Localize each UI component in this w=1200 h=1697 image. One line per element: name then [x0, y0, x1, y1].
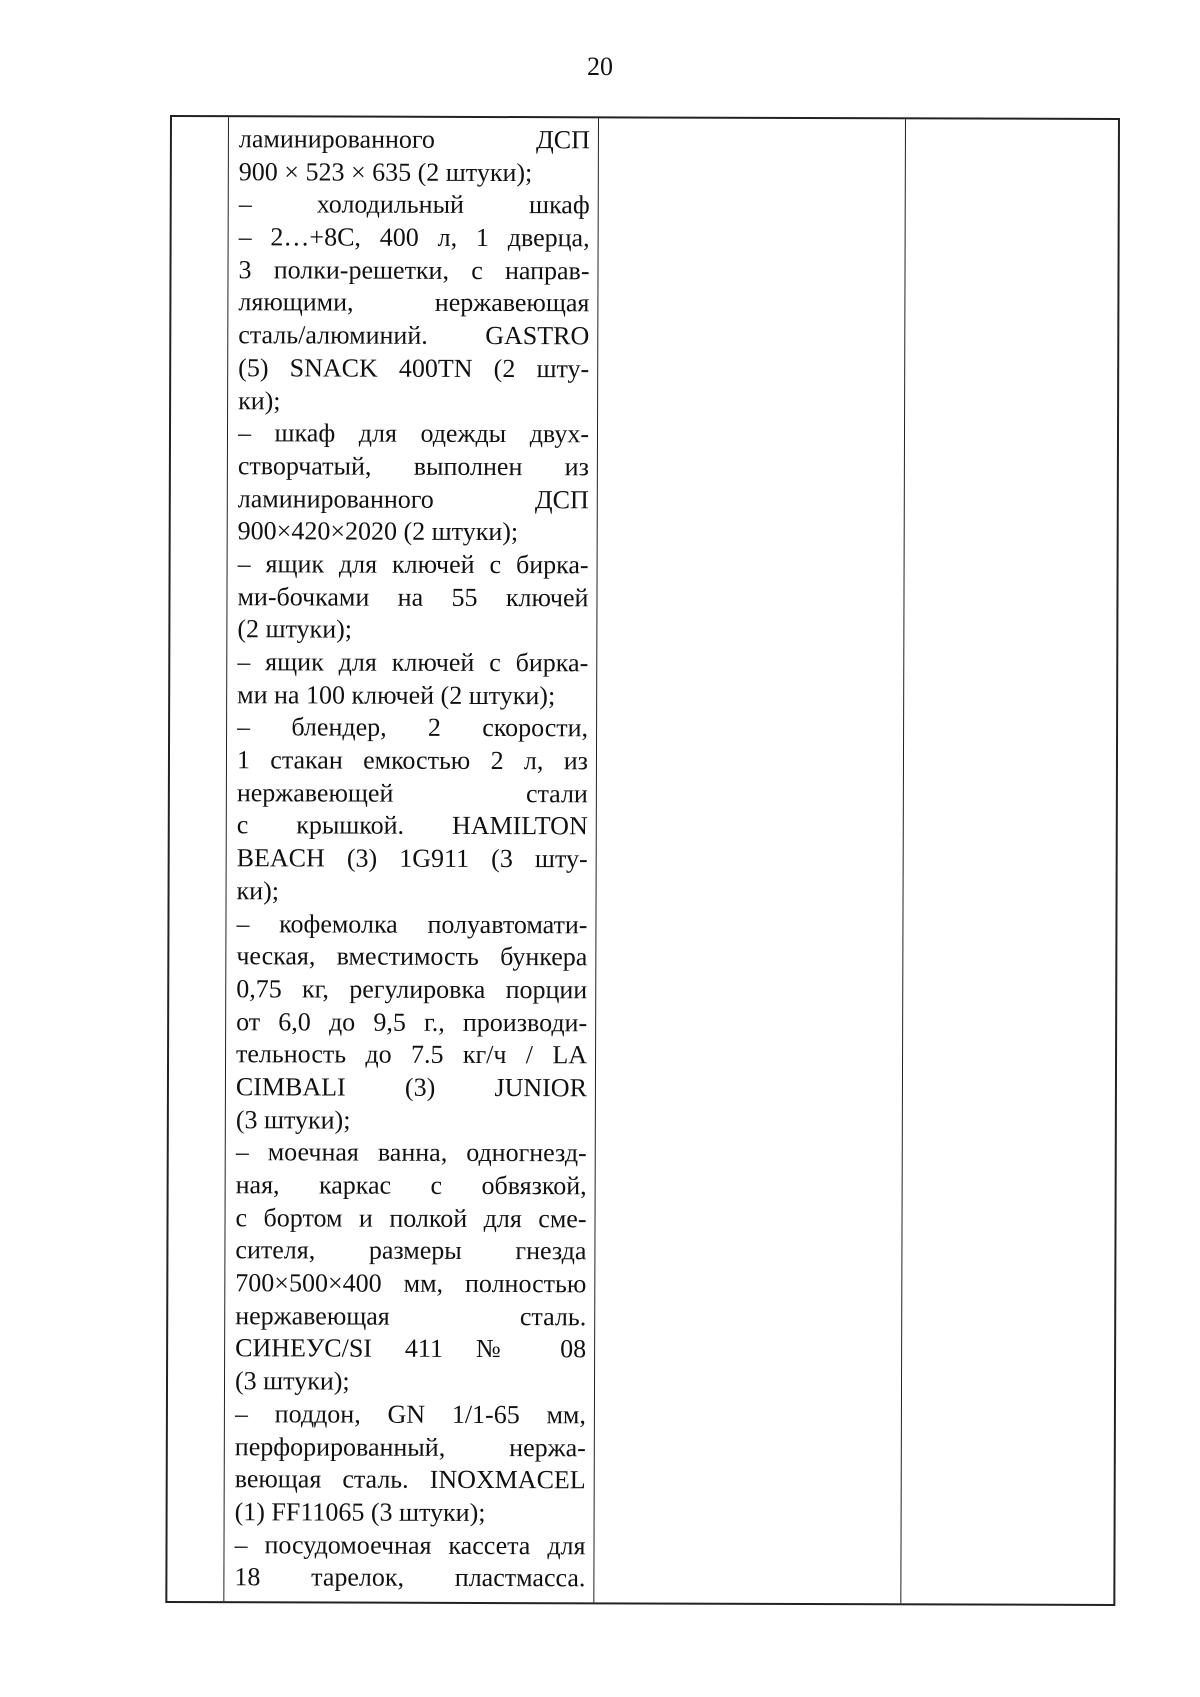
description-line: – блендер, 2 скорости, [237, 712, 589, 743]
table-column-3 [594, 118, 906, 1603]
description-line: 3 полки-решетки, с направ- [238, 254, 590, 286]
description-line: – посудомоечная кассета для [234, 1529, 586, 1560]
description-line: – шкаф для одежды двух- [237, 418, 590, 449]
description-line: BEACH (3) 1G911 (3 шту- [236, 843, 588, 874]
description-line: створчатый, выполнен из [237, 451, 589, 482]
description-line: 1 стакан емкостью 2 л, из [236, 745, 589, 776]
table-column-4 [901, 119, 1120, 1604]
description-line: тельность до 7.5 кг/ч / LA [236, 1039, 588, 1070]
description-line: (5) SNACK 400TN (2 шту- [238, 353, 590, 384]
description-line: CIMBALI (3) JUNIOR [235, 1072, 587, 1103]
description-line: сталь/алюминий. GASTRO [238, 320, 590, 351]
description-line: ческая, вместимость бункера [236, 941, 588, 972]
description-line: 900 × 523 × 635 (2 штуки); [238, 156, 533, 187]
page-number: 20 [587, 52, 613, 81]
description-line: – кофемолка полуавтомати- [236, 908, 588, 939]
table-column-number [167, 117, 229, 1601]
description-line: – 2…+8С, 400 л, 1 дверца, [238, 222, 590, 253]
description-line: от 6,0 до 9,5 г., производи- [236, 1006, 588, 1037]
description-line: СИНЕУС/SI 411 № 08 [235, 1333, 587, 1364]
description-line: 0,75 кг, регулировка порции [236, 974, 588, 1005]
table-column-description [224, 117, 599, 1602]
description-line: – поддон, GN 1/1-65 мм, [234, 1399, 586, 1430]
description-line: веющая сталь. INOXMACEL [234, 1464, 586, 1495]
description-line: – ящик для ключей с бирка- [237, 549, 589, 580]
description-line: нержавеющей стали [236, 777, 588, 809]
description-line: (3 штуки); [235, 1104, 351, 1135]
description-line: ламинированного ДСП [237, 483, 589, 514]
description-line: перфорированный, нержа- [234, 1431, 586, 1462]
description-line: – моечная ванна, одногнезд- [235, 1137, 587, 1168]
description-line: ми-бочками на 55 ключей [237, 581, 589, 612]
description-line: с крышкой. HAMILTON [236, 810, 588, 841]
description-line: ная, каркас с обвязкой, [235, 1170, 587, 1201]
description-line: ми на 100 ключей (2 штуки); [237, 679, 556, 710]
description-line: – холодильный шкаф [238, 189, 590, 220]
description-line: с бортом и полкой для сме- [235, 1202, 587, 1234]
description-line: (2 штуки); [237, 614, 353, 644]
description-line: 900×420×2020 (2 штуки); [237, 516, 519, 547]
description-line: (1) FF11065 (3 штуки); [234, 1497, 486, 1527]
description-line: ламинированного ДСП [238, 124, 590, 155]
description-line: ки); [238, 385, 281, 415]
description-line: – ящик для ключей с бирка- [237, 647, 589, 678]
description-line: 700×500×400 мм, полностью [235, 1268, 587, 1299]
equipment-table [165, 115, 1120, 1606]
description-line: ляющими, нержавеющая [238, 287, 590, 318]
description-line: сителя, размеры гнезда [235, 1235, 587, 1266]
description-line: нержавеющая сталь. [235, 1300, 587, 1332]
description-line: ки); [236, 876, 280, 906]
description-line: (3 штуки); [234, 1366, 350, 1396]
description-line: 18 тарелок, пластмасса. [234, 1562, 586, 1593]
